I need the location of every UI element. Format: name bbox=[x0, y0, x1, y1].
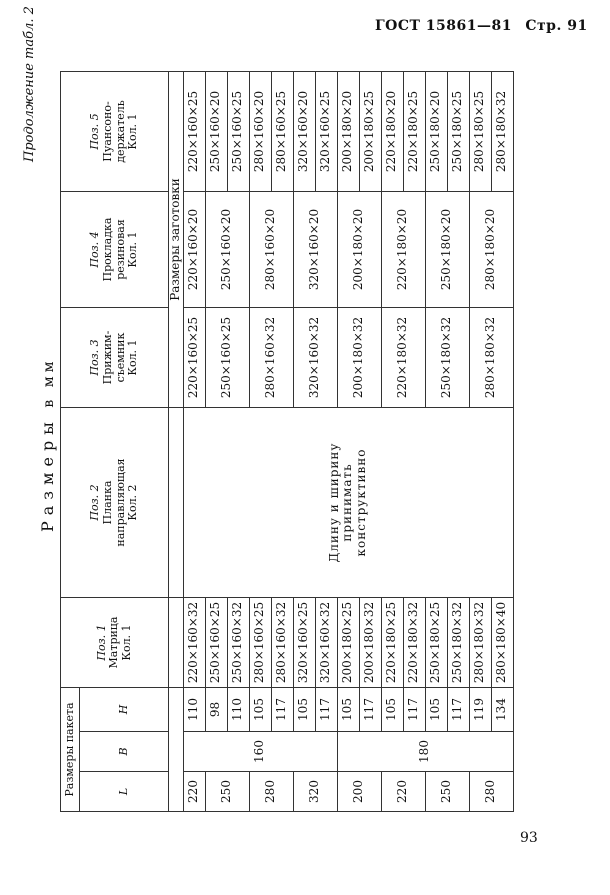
cell-pos4: 200×180×20 bbox=[337, 192, 381, 308]
header-pos2-line: Поз. 2 bbox=[88, 484, 102, 521]
cell-B: 180 bbox=[337, 732, 513, 772]
cell-pos3: 220×180×32 bbox=[381, 308, 425, 408]
cell-pos1: 280×160×25 bbox=[249, 598, 271, 688]
note-line: принимать конструктивно bbox=[340, 448, 369, 557]
header-pos3-line: Кол. 1 bbox=[126, 339, 140, 376]
header-pos2-line: Планка bbox=[100, 480, 114, 525]
cell-pos3: 320×160×32 bbox=[293, 308, 337, 408]
cell-pos5: 200×180×20 bbox=[337, 72, 359, 192]
cell-H: 117 bbox=[403, 688, 425, 732]
header-blank-sizes: Размеры заготовки bbox=[169, 72, 184, 408]
caption-units bbox=[38, 358, 57, 533]
cell-pos4: 220×160×20 bbox=[183, 192, 205, 308]
cell-pos5: 320×160×20 bbox=[293, 72, 315, 192]
header-pos4 bbox=[61, 192, 169, 308]
blank-spacer-pos2 bbox=[169, 408, 184, 598]
cell-pos5: 280×180×32 bbox=[491, 72, 513, 192]
header-pos5 bbox=[61, 72, 169, 192]
header-pos1 bbox=[61, 598, 169, 688]
cell-pos3: 280×160×32 bbox=[249, 308, 293, 408]
cell-H: 117 bbox=[271, 688, 293, 732]
header-packet-sizes: Размеры пакета bbox=[61, 688, 80, 812]
cell-H: 110 bbox=[183, 688, 205, 732]
cell-pos3: 200×180×32 bbox=[337, 308, 381, 408]
cell-L: 280 bbox=[469, 772, 513, 812]
cell-L: 250 bbox=[205, 772, 249, 812]
header-pos4-line: Кол. 1 bbox=[126, 231, 140, 268]
cell-pos4: 250×180×20 bbox=[425, 192, 469, 308]
cell-B: 160 bbox=[183, 732, 337, 772]
cell-pos4: 280×180×20 bbox=[469, 192, 513, 308]
cell-L: 200 bbox=[337, 772, 381, 812]
cell-L: 220 bbox=[183, 772, 205, 812]
cell-pos5: 280×180×25 bbox=[469, 72, 491, 192]
caption-units-word: Размеры bbox=[38, 416, 57, 532]
page-header bbox=[375, 18, 596, 34]
cell-pos1: 220×180×25 bbox=[381, 598, 403, 688]
cell-pos5: 220×160×25 bbox=[183, 72, 205, 192]
cell-pos2-note bbox=[183, 408, 513, 598]
cell-pos1: 280×160×32 bbox=[271, 598, 293, 688]
cell-H: 105 bbox=[425, 688, 447, 732]
cell-pos1: 200×180×25 bbox=[337, 598, 359, 688]
cell-H: 119 bbox=[469, 688, 491, 732]
cell-pos4: 250×160×20 bbox=[205, 192, 249, 308]
standard-code: ГОСТ 15861—81 bbox=[375, 18, 512, 34]
cell-pos5: 250×180×20 bbox=[425, 72, 447, 192]
header-pos4-line: Поз. 4 bbox=[88, 231, 102, 268]
cell-pos4: 220×180×20 bbox=[381, 192, 425, 308]
header-pos1-line: Кол. 1 bbox=[119, 624, 133, 661]
cell-pos5: 280×160×25 bbox=[271, 72, 293, 192]
header-L: L bbox=[80, 772, 169, 812]
cell-pos1: 250×160×32 bbox=[227, 598, 249, 688]
table-row bbox=[183, 72, 205, 812]
header-pos2-line: Кол. 2 bbox=[126, 484, 140, 521]
cell-pos1: 250×160×25 bbox=[205, 598, 227, 688]
header-pos2 bbox=[61, 408, 169, 598]
cell-pos3: 280×180×32 bbox=[469, 308, 513, 408]
header-pos1-line: Поз. 1 bbox=[94, 624, 108, 661]
cell-pos1: 220×160×32 bbox=[183, 598, 205, 688]
header-B: B bbox=[80, 732, 169, 772]
cell-pos3: 250×160×25 bbox=[205, 308, 249, 408]
header-pos4-line: Прокладка bbox=[100, 217, 114, 282]
cell-pos1: 200×180×32 bbox=[359, 598, 381, 688]
header-pos5-line: Кол. 1 bbox=[126, 113, 140, 150]
header-pos2-line: направляющая bbox=[113, 458, 127, 547]
cell-pos5: 250×160×25 bbox=[227, 72, 249, 192]
header-pos1-line: Матрица bbox=[107, 616, 121, 669]
cell-pos4: 280×160×20 bbox=[249, 192, 293, 308]
cell-L: 320 bbox=[293, 772, 337, 812]
caption-units-suffix: в мм bbox=[41, 357, 57, 408]
page-label: Стр. 91 bbox=[525, 18, 588, 34]
cell-pos1: 220×180×32 bbox=[403, 598, 425, 688]
cell-pos1: 320×160×32 bbox=[315, 598, 337, 688]
header-pos5-line: Пуансоно- bbox=[100, 101, 114, 162]
header-pos5-line: Поз. 5 bbox=[88, 113, 102, 150]
page-number: 93 bbox=[520, 830, 538, 846]
cell-H: 117 bbox=[447, 688, 469, 732]
caption-continuation: Продолжение табл. 2 bbox=[22, 6, 37, 162]
blank-spacer-pos1 bbox=[169, 598, 184, 688]
cell-pos5: 220×180×20 bbox=[381, 72, 403, 192]
header-pos5-line: держатель bbox=[113, 100, 127, 163]
cell-pos5: 250×160×20 bbox=[205, 72, 227, 192]
cell-H: 105 bbox=[337, 688, 359, 732]
cell-pos1: 250×180×25 bbox=[425, 598, 447, 688]
cell-pos1: 280×180×32 bbox=[469, 598, 491, 688]
cell-pos1: 280×180×40 bbox=[491, 598, 513, 688]
header-pos3-line: Прижим- bbox=[100, 330, 114, 385]
cell-H: 105 bbox=[293, 688, 315, 732]
cell-pos5: 250×180×25 bbox=[447, 72, 469, 192]
cell-pos5: 280×160×20 bbox=[249, 72, 271, 192]
header-pos3-line: Поз. 3 bbox=[88, 339, 102, 376]
cell-pos5: 200×180×25 bbox=[359, 72, 381, 192]
note-line: Длину и ширину bbox=[326, 442, 341, 563]
cell-H: 110 bbox=[227, 688, 249, 732]
cell-L: 280 bbox=[249, 772, 293, 812]
blank-spacer bbox=[169, 688, 184, 812]
cell-pos3: 220×160×25 bbox=[183, 308, 205, 408]
cell-H: 105 bbox=[249, 688, 271, 732]
header-pos4-line: резиновая bbox=[113, 219, 127, 280]
cell-pos1: 320×160×25 bbox=[293, 598, 315, 688]
cell-pos4: 320×160×20 bbox=[293, 192, 337, 308]
cell-pos5: 220×180×25 bbox=[403, 72, 425, 192]
cell-H: 98 bbox=[205, 688, 227, 732]
cell-H: 117 bbox=[315, 688, 337, 732]
header-pos3 bbox=[61, 308, 169, 408]
cell-pos5: 320×160×25 bbox=[315, 72, 337, 192]
cell-H: 105 bbox=[381, 688, 403, 732]
header-H: H bbox=[80, 688, 169, 732]
cell-L: 220 bbox=[381, 772, 425, 812]
cell-pos1: 250×180×32 bbox=[447, 598, 469, 688]
header-pos3-line: съемник bbox=[113, 332, 127, 383]
cell-H: 134 bbox=[491, 688, 513, 732]
cell-H: 117 bbox=[359, 688, 381, 732]
cell-L: 250 bbox=[425, 772, 469, 812]
cell-pos3: 250×180×32 bbox=[425, 308, 469, 408]
dimensions-table bbox=[60, 71, 514, 812]
